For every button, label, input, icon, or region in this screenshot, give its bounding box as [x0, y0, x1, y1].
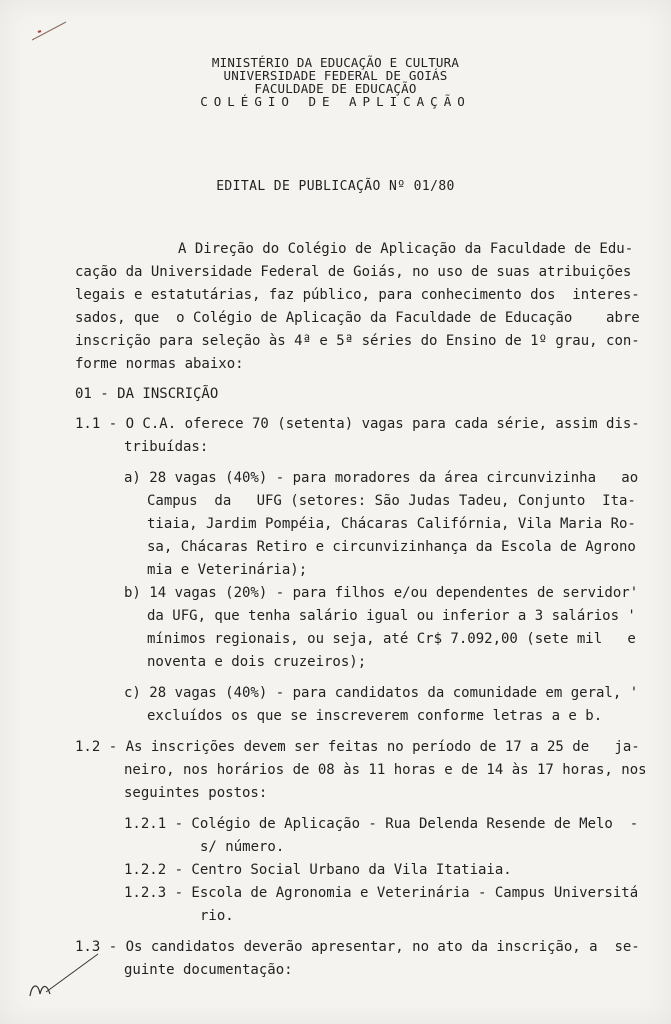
- item-a: a) 28 vagas (40%) - para moradores da área circunvizinha ao: [124, 470, 639, 486]
- item-b: da UFG, que tenha salário igual ou inferior a 3 salários ': [147, 608, 636, 624]
- item-c: c) 28 vagas (40%) - para candidatos da comunidade em geral, ': [124, 685, 639, 701]
- item-1-2-3: rio.: [200, 908, 234, 924]
- item-a: sa, Chácaras Retiro e circunvizinhança da Escola de Agrono: [147, 539, 636, 555]
- edital-title: EDITAL DE PUBLICAÇÃO Nº 01/80: [216, 179, 455, 194]
- section-heading: 01 - DA INSCRIÇÃO: [75, 386, 219, 402]
- header-faculty: FACULDADE DE EDUCAÇÃO: [254, 81, 417, 96]
- item-1-2: seguintes postos:: [124, 785, 268, 801]
- item-a: Campus da UFG (setores: São Judas Tadeu, Conjunto Ita-: [147, 493, 636, 509]
- header-college: COLÉGIO DE APLICAÇÃO: [200, 94, 471, 109]
- item-a: tiaia, Jardim Pompéia, Chácaras Califórnia, Vila Maria Ro-: [147, 516, 636, 532]
- intro-line: sados, que o Colégio de Aplicação da Faculdade de Educação abre: [75, 310, 640, 326]
- item-1-2: 1.2 - As inscrições devem ser feitas no período de 17 a 25 de ja-: [75, 739, 640, 755]
- item-1-2-1: 1.2.1 - Colégio de Aplicação - Rua Delenda Resende de Melo -: [124, 816, 639, 832]
- item-1-3: 1.3 - Os candidatos deverão apresentar, no ato da inscrição, a se-: [75, 939, 640, 955]
- item-1-2-3: 1.2.3 - Escola de Agronomia e Veterinária - Campus Universitá: [124, 885, 639, 901]
- intro-line: cação da Universidade Federal de Goiás, no uso de suas atribuições: [75, 264, 632, 280]
- initials-signature: [24, 948, 104, 1008]
- item-1-3: guinte documentação:: [124, 962, 293, 978]
- intro-line: forme normas abaixo:: [75, 356, 244, 372]
- item-1-2-1: s/ número.: [200, 839, 285, 855]
- header-ministry: MINISTÉRIO DA EDUCAÇÃO E CULTURA: [211, 55, 460, 70]
- intro-line: inscrição para seleção às 4ª e 5ª séries do Ensino de 1º grau, con-: [75, 333, 640, 349]
- item-b: noventa e dois cruzeiros);: [147, 654, 367, 670]
- item-b: mínimos regionais, ou seja, até Cr$ 7.092,00 (sete mil e: [147, 631, 636, 647]
- intro-line: A Direção do Colégio de Aplicação da Faculdade de Edu-: [178, 241, 634, 257]
- item-1-2: neiro, nos horários de 08 às 11 horas e de 14 às 17 horas, nos: [124, 762, 647, 778]
- item-b: b) 14 vagas (20%) - para filhos e/ou dependentes de servidor': [124, 585, 639, 601]
- item-1-2-2: 1.2.2 - Centro Social Urbano da Vila Itatiaia.: [124, 862, 512, 878]
- header-university: UNIVERSIDADE FEDERAL DE GOIÁS: [223, 68, 448, 83]
- intro-line: legais e estatutárias, faz público, para conhecimento dos interes-: [75, 287, 640, 303]
- item-1-1: 1.1 - O C.A. oferece 70 (setenta) vagas para cada série, assim dis-: [75, 416, 640, 432]
- pen-mark-top: [14, 10, 84, 50]
- item-a: mia e Veterinária);: [147, 562, 308, 578]
- item-c: excluídos os que se inscreverem conforme letras a e b.: [147, 708, 603, 724]
- item-1-1: tribuídas:: [124, 439, 209, 455]
